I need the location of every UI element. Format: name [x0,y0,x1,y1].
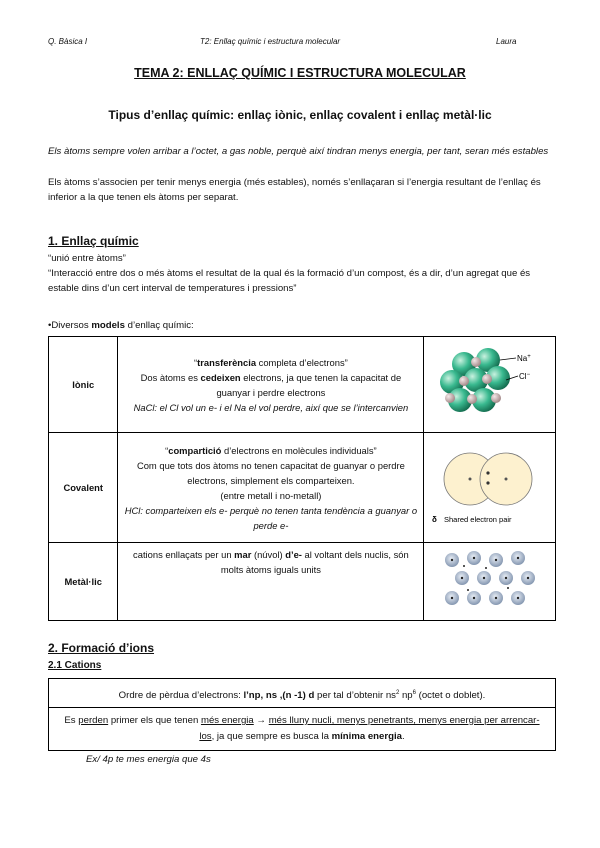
box2-u1: perden [78,715,109,726]
header-right: Laura [496,37,517,46]
ionic-line-rest: completa d’electrons” [256,356,348,368]
box1-sup1: 2 [395,690,400,696]
models-intro-pre: •Diversos [48,320,92,331]
row-metallic [49,543,556,621]
covalent-line-bold: compartició [168,444,222,456]
quote-1: “unió entre àtoms” [48,253,126,264]
box2-u2: més energia [200,715,254,726]
ionic-crystal-image [430,342,550,426]
box2-p2: primer els que tenen [108,715,201,726]
ionic-body-bold: cedeixen [200,371,241,383]
metallic-body-post: al voltant dels nuclis, són molts àtoms iguals units [220,549,409,575]
covalent-description [118,433,424,543]
metallic-body-pre: cations enllaçats per un [133,549,235,560]
electron-pair-icon: δ [431,514,437,524]
ionic-image-cell [424,337,556,433]
header-center: T2: Enllaç químic i estructura molecular [200,37,341,46]
covalent-image-cell [424,433,556,543]
covalent-line-rest: d’electrons en molècules individuals” [221,444,377,456]
ionic-description [118,337,424,433]
box1-end: (octet o doblet). [415,690,486,702]
page-subtitle: Tipus d’enllaç químic: enllaç iònic, enllaç covalent i enllaç metàl·lic [108,108,492,122]
box2-p3: , ja que sempre es busca la [211,731,332,742]
covalent-example: HCl: comparteixen els e- perquè no tenen tanta tendència a guanyar o perde e- [124,504,418,531]
row-ionic [49,337,556,433]
ionic-name: Iònic [49,337,118,433]
metal-cations [445,551,535,605]
box2-p1: Es [64,715,79,726]
row-covalent [49,433,556,543]
covalent-note: (entre metall i no-metall) [220,489,322,501]
ionic-body-post: electrons, ja que tenen la capacitat de guanyar i perdre electrons [216,371,402,398]
ionic-quote-open: “ [194,356,198,368]
electron-sea-image [440,548,540,614]
shared-pair-label: Shared electron pair [443,514,512,524]
ionic-line-bold: transferència [197,356,257,368]
metallic-bold-1: mar [234,549,252,560]
metallic-name: Metàl·lic [49,543,118,621]
box1-pre: Ordre de pèrdua d’electrons: [118,690,244,702]
metallic-bold-2: d’e- [285,549,302,560]
models-intro-bold: models [91,320,125,331]
covalent-quote-open: “ [165,444,169,456]
header-left: Q. Bàsica I [48,37,88,46]
section1-heading: 1. Enllaç químic [48,234,139,248]
box1-post: per tal d’obtenir ns [314,690,396,702]
box2-b1: mínima energia [331,731,402,742]
models-intro [48,318,558,333]
box1-mid: np [399,690,413,702]
metallic-image-cell [424,543,556,621]
ionic-body-pre: Dos àtoms es [140,371,201,383]
intro-italic: Els àtoms sempre volen arribar a l’octet, a gas noble, perquè així tindran menys energia, per tant, seran més estables [48,146,549,157]
cations-box-energy [48,707,556,751]
ionic-example: NaCl: el Cl vol un e- i el Na el vol perdre, així que se l’intercanvien [133,401,409,413]
covalent-name: Covalent [49,433,118,543]
models-intro-post: d’enllaç químic: [124,320,194,331]
quote-2: “Interacció entre dos o més àtoms el resultat de la qual és la formació d’un compost, és a dir, d’un agregat que és estable dins d’un cert interval de temperatures i pressions” [48,268,531,294]
box1-bold: l’np, ns ,(n -1) d [243,690,315,702]
page-title: TEMA 2: ENLLAÇ QUÍMIC I ESTRUCTURA MOLECULAR [134,66,466,80]
box1-sup2: 6 [412,690,416,696]
box2-u3: més lluny nucli, menys penetrants, menys energia per arrencar-los [199,715,540,742]
intro-normal: Els àtoms s’associen per tenir menys energia (més estables), només s’enllaçaran si l’energia resultant de l’enllaç és inferior a la que tenen els àtoms per separat. [48,177,541,203]
na-label: Na+ [516,353,531,363]
section2-heading: 2. Formació d’ions [48,641,155,655]
covalent-body: Com que tots dos àtoms no tenen capacitat de guanyar o perdre electrons, simplement els comparteixen. [136,459,405,486]
cations-box-order [48,678,556,708]
metallic-body-mid: (núvol) [251,549,286,560]
section2-sub: 2.1 Cations [48,660,102,671]
cl-label: Cl− [518,371,530,381]
arrow-icon: → [253,715,269,726]
metallic-description [118,543,424,621]
box2-p4: . [401,731,405,742]
crystal-spheres [440,348,510,412]
models-table [48,336,556,621]
shared-electron-pair-image [428,445,552,529]
section2-example: Ex/ 4p te mes energia que 4s [86,754,211,765]
